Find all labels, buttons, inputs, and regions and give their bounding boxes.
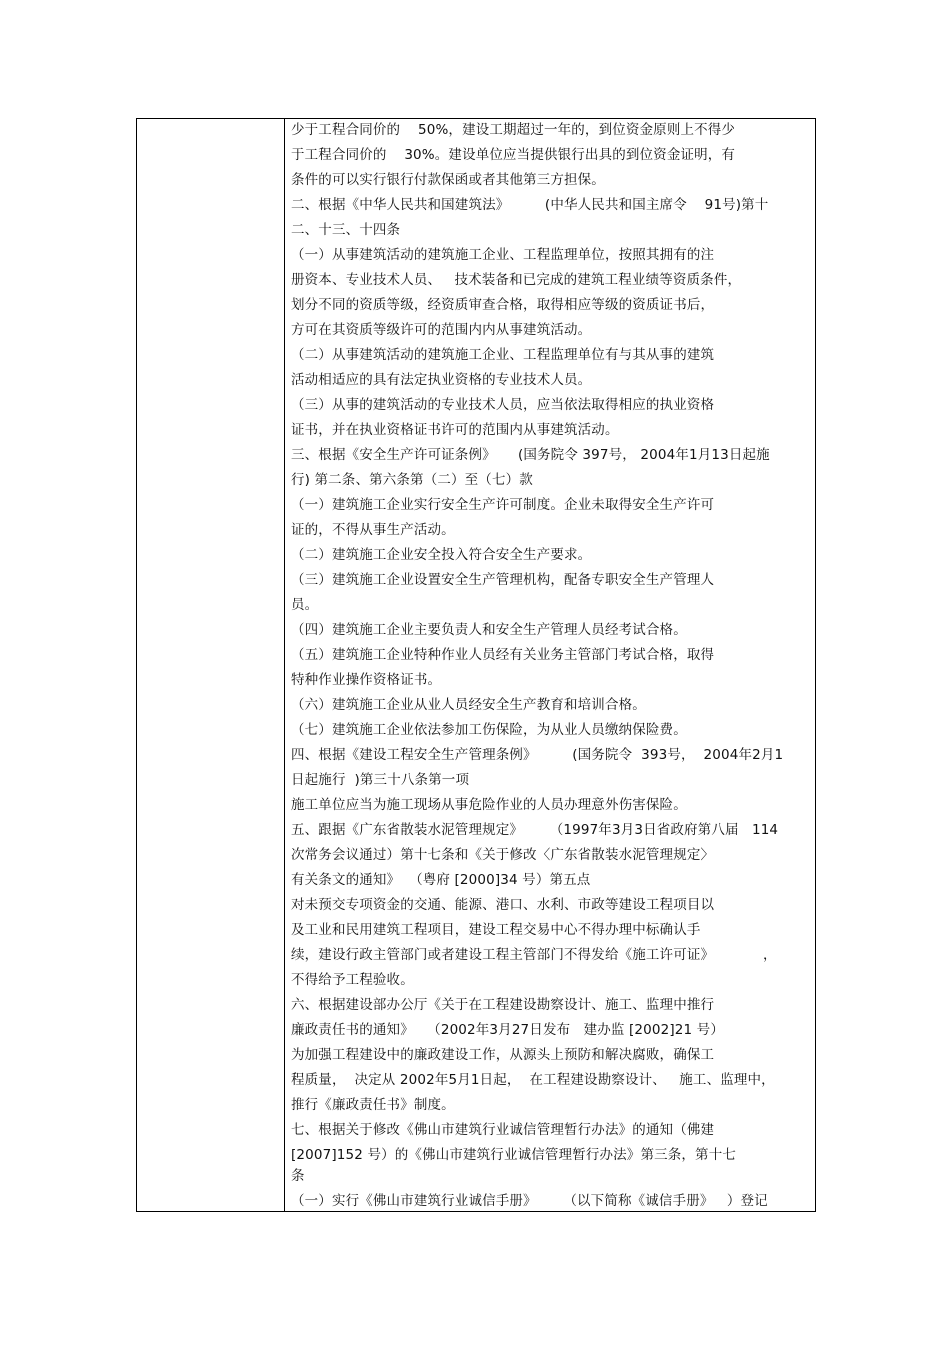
text-line: （一）从事建筑活动的建筑施工企业、工程监理单位，按照其拥有的注: [291, 247, 715, 263]
text-line: 及工业和民用建筑工程项目，建设工程交易中心不得办理中标确认手: [291, 922, 701, 938]
text-line: （三）建筑施工企业设置安全生产管理机构，配备专职安全生产管理人: [291, 572, 715, 588]
text-line: 廉政责任书的通知》 （2002年3月27日发布 建办监 [2002]21 号）: [291, 1022, 724, 1038]
table-left-column: [137, 119, 285, 1211]
text-line: 不得给予工程验收。: [291, 972, 414, 988]
text-line: 二、根据《中华人民共和国建筑法》 (中华人民共和国主席令 91号)第十: [291, 197, 769, 213]
document-table: [136, 118, 816, 1212]
text-line: 划分不同的资质等级，经资质审查合格，取得相应等级的资质证书后，: [291, 297, 715, 313]
text-line: 少于工程合同价的 50%，建设工期超过一年的，到位资金原则上不得少: [291, 122, 736, 138]
text-line: 特种作业操作资格证书。: [291, 672, 442, 688]
text-line: （七）建筑施工企业依法参加工伤保险，为从业人员缴纳保险费。: [291, 722, 687, 738]
text-line: 推行《廉政责任书》制度。: [291, 1097, 455, 1113]
text-line: （六）建筑施工企业从业人员经安全生产教育和培训合格。: [291, 697, 646, 713]
text-line: （二）建筑施工企业安全投入符合安全生产要求。: [291, 547, 592, 563]
text-line: （一）实行《佛山市建筑行业诚信手册》 （以下简称《诚信手册》 ）登记: [291, 1193, 768, 1209]
text-line: （三）从事的建筑活动的专业技术人员，应当依法取得相应的执业资格: [291, 397, 715, 413]
text-line: 方可在其资质等级许可的范围内内从事建筑活动。: [291, 322, 592, 338]
text-line: 于工程合同价的 30%。建设单位应当提供银行出具的到位资金证明，有: [291, 147, 736, 163]
text-line: 次常务会议通过）第十七条和《关于修改〈广东省散装水泥管理规定〉: [291, 847, 715, 863]
text-line: 程质量， 决定从 2002年5月1日起， 在工程建设勘察设计、 施工、监理中，: [291, 1072, 775, 1088]
text-line: 二、十三、十四条: [291, 222, 401, 238]
text-line: 证书，并在执业资格证书许可的范围内从事建筑活动。: [291, 422, 619, 438]
text-line: 活动相适应的具有法定执业资格的专业技术人员。: [291, 372, 592, 388]
text-line: （五）建筑施工企业特种作业人员经有关业务主管部门考试合格，取得: [291, 647, 715, 663]
text-line: （四）建筑施工企业主要负责人和安全生产管理人员经考试合格。: [291, 622, 687, 638]
table-content-column: [285, 119, 815, 1211]
text-line: 对未预交专项资金的交通、能源、港口、水利、市政等建设工程项目以: [291, 897, 715, 913]
text-line: 行) 第二条、第六条第（二）至（七）款: [291, 472, 533, 488]
text-line: 六、根据建设部办公厅《关于在工程建设勘察设计、施工、监理中推行: [291, 997, 715, 1013]
text-line: 五、跟据《广东省散装水泥管理规定》 （1997年3月3日省政府第八届 114: [291, 822, 779, 838]
text-line: [2007]152 号）的《佛山市建筑行业诚信管理暂行办法》第三条，第十七: [291, 1147, 736, 1163]
text-line: 为加强工程建设中的廉政建设工作，从源头上预防和解决腐败，确保工: [291, 1047, 715, 1063]
text-line: 日起施行 )第三十八条第一项: [291, 772, 470, 788]
text-line: 三、根据《安全生产许可证条例》 (国务院令 397号， 2004年1月13日起施: [291, 447, 770, 463]
text-line: 证的，不得从事生产活动。: [291, 522, 455, 538]
text-line: 条件的可以实行银行付款保函或者其他第三方担保。: [291, 172, 605, 188]
text-line: （一）建筑施工企业实行安全生产许可制度。企业未取得安全生产许可: [291, 497, 715, 513]
text-line: 七、根据关于修改《佛山市建筑行业诚信管理暂行办法》的通知（佛建: [291, 1122, 715, 1138]
text-line: 施工单位应当为施工现场从事危险作业的人员办理意外伤害保险。: [291, 797, 687, 813]
text-line: 续，建设行政主管部门或者建设工程主管部门不得发给《施工许可证》 ，: [291, 947, 777, 963]
text-line: 条: [291, 1168, 305, 1184]
text-line: 四、根据《建设工程安全生产管理条例》 (国务院令 393号， 2004年2月1: [291, 747, 784, 763]
text-line: （二）从事建筑活动的建筑施工企业、工程监理单位有与其从事的建筑: [291, 347, 715, 363]
text-line: 有关条文的通知》 （粤府 [2000]34 号）第五点: [291, 872, 591, 888]
text-line: 员。: [291, 597, 319, 613]
text-line: 册资本、专业技术人员、 技术装备和已完成的建筑工程业绩等资质条件，: [291, 272, 742, 288]
